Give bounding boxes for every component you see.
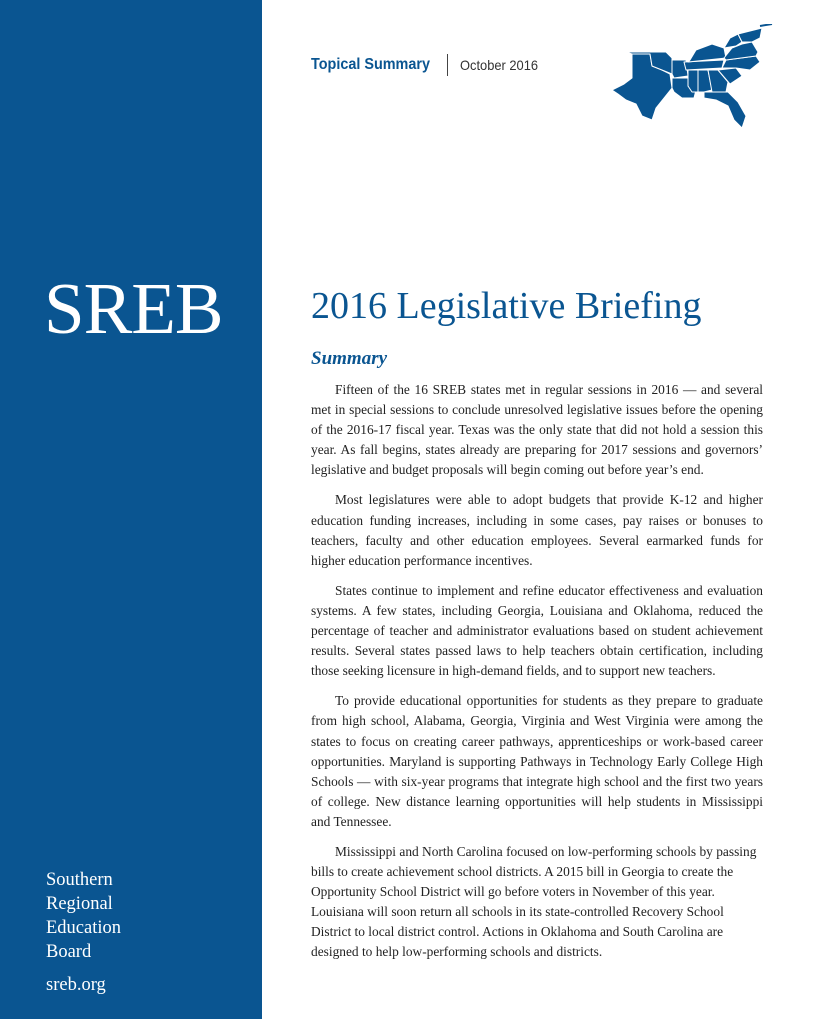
summary-paragraph: Most legislatures were able to adopt budgets that provide K-12 and higher education funding increases, including in some cases, pay raises or bonuses to teachers, faculty and other education employees. Several earmarked funds for higher education performance incentives. [311, 492, 763, 568]
document-title: 2016 Legislative Briefing [311, 285, 702, 327]
org-line: Education [46, 918, 122, 938]
org-line: Regional [46, 894, 113, 914]
sreb-logo: SREB [44, 268, 223, 349]
summary-heading: Summary [311, 348, 388, 369]
summary-paragraph: Mississippi and North Carolina focused on low-performing schools by passing bills to create achievement school districts. A 2015 bill in Georgia to create the Opportunity School District will go before voters in November of this year. Louisiana will soon return all schools in its state-controlled Recovery School District to local district control. Actions in Oklahoma and South Carolina are designed to help low-performing schools and districts. [311, 843, 757, 960]
summary-paragraph: States continue to implement and refine educator effectiveness and evaluation systems. A few states, including Georgia, Louisiana and Oklahoma, reduced the percentage of teacher and administrator evaluations based on student achievement results. Several states passed laws to help teachers obtain certification, including those seeking licensure in high-demand fields, and to support new teachers. [311, 582, 763, 679]
org-line: Southern [46, 870, 113, 890]
sidebar [0, 0, 262, 1019]
document-header [311, 54, 545, 76]
summary-paragraph: To provide educational opportunities for students as they prepare to graduate from high school, Alabama, Georgia, Virginia and West Virginia were among the states to focus on creating career pathways, apprenticeships or work-based career opportunities. Maryland is supporting Pathways in Technology Early College High Schools — with six-year programs that integrate high school and the first two years of college. New distance learning opportunities will help students in Mississippi and Tennessee. [311, 693, 763, 829]
summary-paragraph: Fifteen of the 16 SREB states met in regular sessions in 2016 — and several met in special sessions to conclude unresolved legislative issues before the opening of the 2016-17 fiscal year. Texas was the only state that did not hold a session this year. As fall begins, states already are preparing for 2017 sessions and governors’ legislative and budget proposals will begin coming out before year’s end. [311, 382, 763, 478]
topical-summary-label: Topical Summary [311, 56, 430, 73]
summary-body [311, 380, 763, 973]
southern-states-map-icon [612, 24, 782, 130]
org-line: Board [46, 942, 92, 962]
organization-name [46, 868, 121, 964]
header-divider [447, 54, 448, 76]
website-link[interactable]: sreb.org [46, 975, 106, 995]
publication-date: October 2016 [460, 57, 539, 73]
